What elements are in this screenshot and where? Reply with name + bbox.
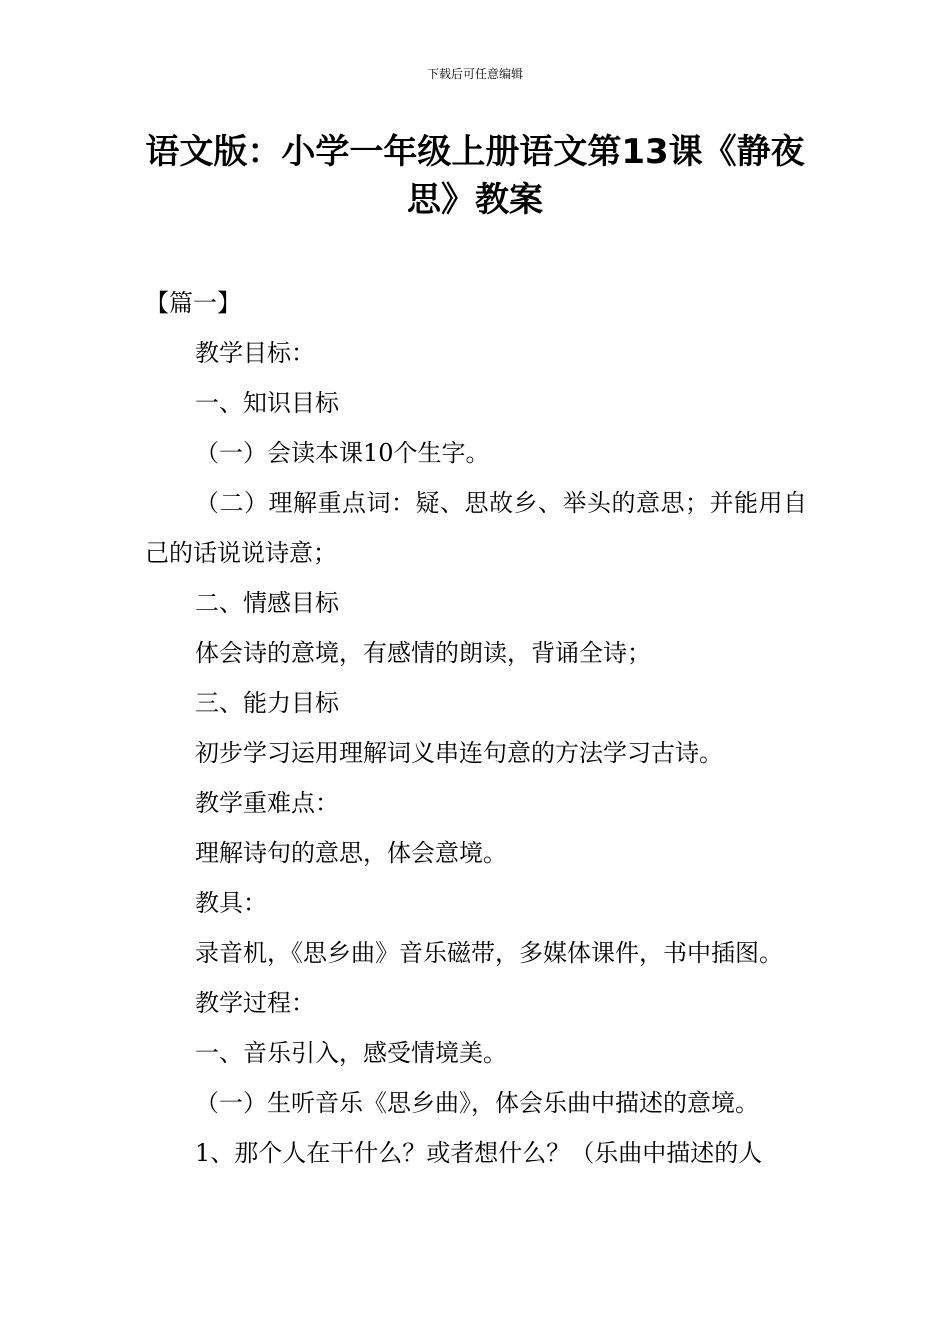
paragraph: 二、情感目标	[195, 589, 339, 617]
paragraph: 一、知识目标	[195, 389, 339, 417]
paragraph: 理解诗句的意思，体会意境。	[195, 839, 507, 867]
paragraph: 一、音乐引入，感受情境美。	[195, 1039, 507, 1067]
document-title: 语文版：小学一年级上册语文第13课《静夜思》教案	[145, 132, 805, 220]
paragraph: 录音机，《思乡曲》音乐磁带，多媒体课件，书中插图。	[195, 939, 783, 967]
paragraph: 教学过程：	[195, 989, 315, 1017]
paragraph: 教具：	[195, 889, 267, 917]
paragraph: （一）生听音乐《思乡曲》，体会乐曲中描述的意境。	[195, 1089, 759, 1117]
paragraph: 初步学习运用理解词义串连句意的方法学习古诗。	[195, 739, 723, 767]
paragraph: 三、能力目标	[195, 689, 339, 717]
section-heading: 【篇一】	[145, 289, 241, 317]
document-body	[145, 278, 807, 1178]
paragraph: 教学目标：	[195, 339, 315, 367]
header-note: 下载后可任意编辑	[426, 67, 523, 81]
paragraph: （二）理解重点词：疑、思故乡、举头的意思；并能用自己的话说说诗意；	[145, 489, 807, 567]
paragraph: 教学重难点：	[195, 789, 339, 817]
paragraph: 1、那个人在干什么？或者想什么？（乐曲中描述的人	[195, 1139, 763, 1167]
paragraph: （一）会读本课10个生字。	[195, 439, 490, 467]
paragraph: 体会诗的意境，有感情的朗读，背诵全诗；	[195, 639, 651, 667]
